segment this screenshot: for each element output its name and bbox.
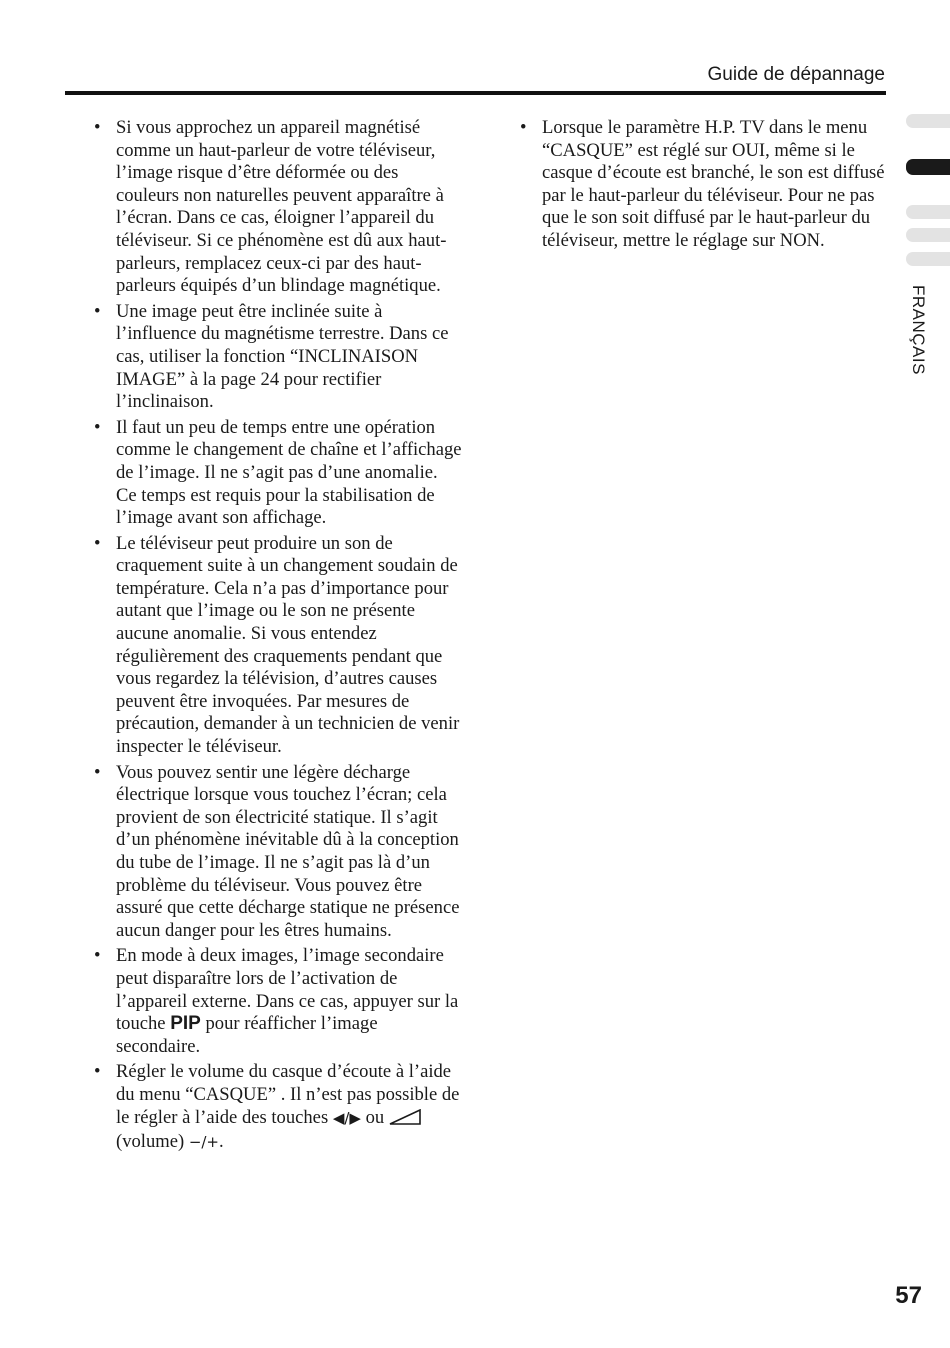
list-item-volume bbox=[94, 1061, 462, 1153]
pip-text-before: En mode à deux images, l’image secondaire peut disparaître lors de l’activation de l’appareil externe. Dans ce cas, appuyer sur la touche bbox=[116, 945, 459, 1035]
section-tab bbox=[906, 114, 950, 128]
language-side-label: FRANÇAIS bbox=[909, 285, 928, 375]
header-rule bbox=[65, 91, 886, 95]
section-tab bbox=[906, 205, 950, 219]
section-tab-active bbox=[906, 159, 950, 175]
volume-text-before: Régler le volume du casque d’écoute à l’aide du menu “CASQUE” . Il n’est pas possible de le régler à l’aide des touches bbox=[116, 1061, 460, 1128]
volume-icon bbox=[389, 1109, 421, 1132]
section-tab bbox=[906, 252, 950, 266]
list-item: • Lorsque le paramètre H.P. TV dans le menu “CASQUE” est réglé sur OUI, même si le casque d’écoute est branché, le son est diffusé par le haut-parleur du téléviseur. Pour ne pas que le son soit diffusé par le haut-parleur du téléviseur, mettre le réglage sur NON. bbox=[520, 117, 890, 253]
pip-key-label: PIP bbox=[170, 1013, 201, 1035]
list-item: • Il faut un peu de temps entre une opération comme le changement de chaîne et l’affichage de l’image. Il ne s’agit pas d’une anomalie. Ce temps est requis pour la stabilisation de l’image avant son affichage. bbox=[94, 417, 462, 530]
section-tab bbox=[906, 228, 950, 242]
left-column-list bbox=[94, 117, 462, 1157]
volume-text-middle: ou bbox=[360, 1106, 389, 1128]
list-item-pip bbox=[94, 945, 462, 1058]
minus-plus-icon: −/+ bbox=[188, 1133, 220, 1152]
pip-text-after: pour réafficher l’image secondaire. bbox=[116, 1013, 378, 1057]
list-item: • Une image peut être inclinée suite à l’influence du magnétisme terrestre. Dans ce cas, utiliser la fonction “INCLINAISON IMAGE” à la page 24 pour rectifier l’inclinaison. bbox=[94, 301, 462, 414]
right-column-list bbox=[520, 117, 890, 256]
volume-text-after-icon: (volume) bbox=[116, 1131, 189, 1153]
list-item: • Vous pouvez sentir une légère décharge électrique lorsque vous touchez l’écran; cela provient de son électricité statique. Il s’agit d’un phénomène inévitable dû à la conception du tube de l’image. Il ne s’agit pas là d’un problème du téléviseur. Vous pouvez être assuré que cette décharge statique ne présence aucun danger pour les êtres humains. bbox=[94, 762, 462, 943]
list-item: • Le téléviseur peut produire un son de craquement suite à un changement soudain de température. Cela n’a pas d’importance pour autant que l’image ou le son ne présente aucune anomalie. Si vous entendez régulièrement des craquements pendant que vous regardez la télévision, d’autres causes peuvent être invoquées. Par mesures de précaution, demander à un technicien de venir inspecter le téléviseur. bbox=[94, 533, 462, 759]
running-header-title: Guide de dépannage bbox=[707, 64, 885, 85]
list-item: • Si vous approchez un appareil magnétisé comme un haut-parleur de votre téléviseur, l’image risque d’être déformée ou des couleurs non naturelles peuvent apparaître à l’écran. Dans ce cas, éloigner l’appareil du téléviseur. Si ce phénomène est dû aux haut-parleurs, remplacez ceux-ci par des haut-parleurs équipés d’un blindage magnétique. bbox=[94, 117, 462, 298]
left-right-arrows-icon: ◀/▶ bbox=[332, 1108, 361, 1127]
page-number: 57 bbox=[895, 1282, 922, 1309]
volume-text-end: . bbox=[219, 1131, 224, 1153]
